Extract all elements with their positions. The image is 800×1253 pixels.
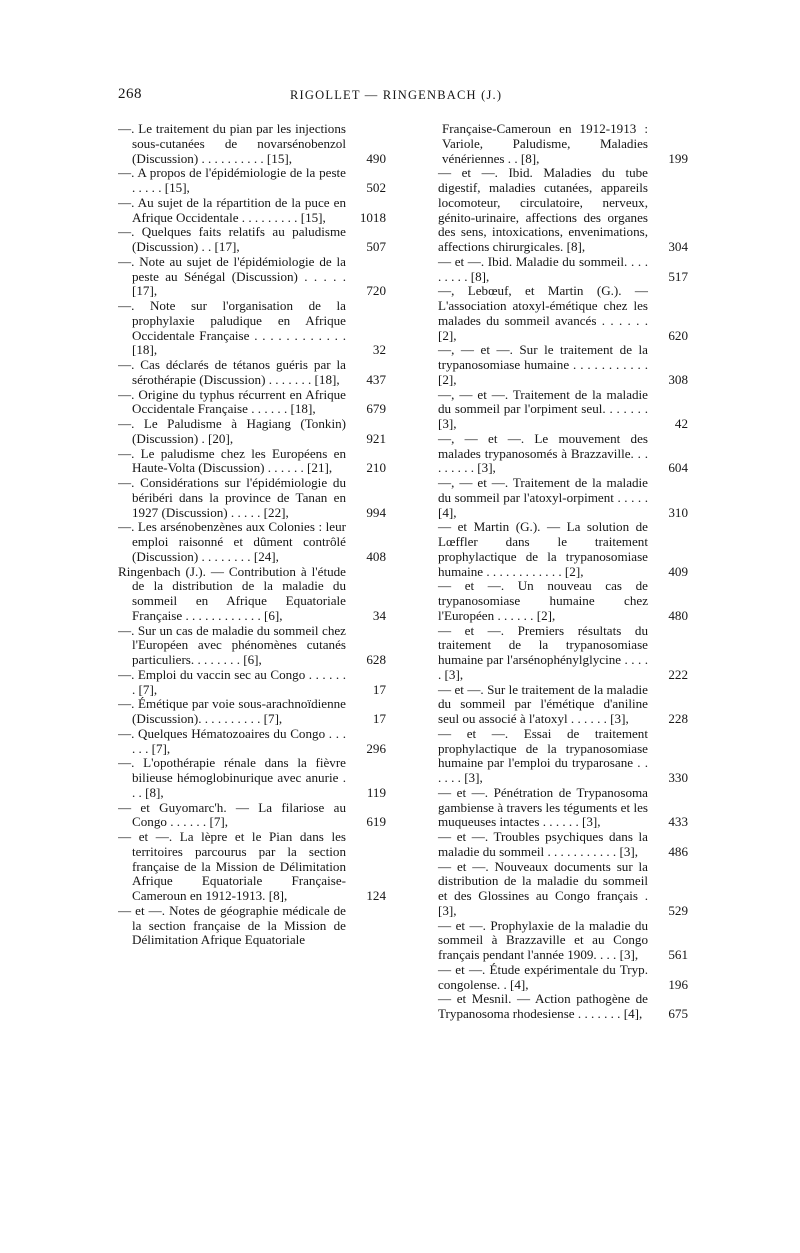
entry-text: —. Le paludisme chez les Européens en Haute-Volta (Discussion) . . . . . . [21], <box>118 445 346 476</box>
index-entry <box>422 786 688 830</box>
entry-text: —. Cas déclarés de tétanos guéris par la sérothérapie (Discussion) . . . . . . . [18], <box>118 357 346 387</box>
entry-page-number: 628 <box>366 652 386 667</box>
index-entry <box>422 388 688 432</box>
entry-page-number: 517 <box>668 268 688 284</box>
index-entry <box>422 963 688 993</box>
index-entry <box>118 801 386 831</box>
entry-page-number: 304 <box>668 239 688 254</box>
entry-page-number: 490 <box>366 150 386 166</box>
entry-page-number: 296 <box>366 740 386 756</box>
entry-page-number: 308 <box>668 371 688 387</box>
entry-text: —. Les arsénobenzènes aux Colonies : leur emploi raisonné et dûment contrôlé (Discussion) . . . . . . . . [24], <box>118 519 346 564</box>
entry-text: —. Émétique par voie sous-arachnoïdienne (Discussion). . . . . . . . . . [7], <box>118 696 346 726</box>
index-entry <box>118 255 386 299</box>
entry-text: —. Quelques Hématozoaires du Congo . . . . . . [7], <box>118 725 346 756</box>
entry-page-number: 921 <box>366 430 386 446</box>
entry-page-number: 222 <box>668 666 688 682</box>
index-entry <box>118 299 386 358</box>
index-entry <box>422 683 688 727</box>
entry-page-number: 437 <box>366 371 386 387</box>
entry-text: —, — et —. Traitement de la maladie du sommeil par l'atoxyl-orpiment . . . . . [4], <box>438 475 648 520</box>
index-entry <box>118 668 386 698</box>
entry-page-number: 310 <box>668 504 688 520</box>
entry-page-number: 675 <box>668 1006 688 1021</box>
entry-text: —. L'opothérapie rénale dans la fièvre bilieuse hémoglobinurique avec anurie . . . [8], <box>118 755 346 800</box>
entry-page-number: 119 <box>366 784 386 800</box>
index-entry <box>422 624 688 683</box>
entry-page-number: 196 <box>668 976 688 992</box>
index-entry <box>118 756 386 800</box>
entry-text: — et Martin (G.). — La solution de Lœffler dans le traitement prophylactique de la trypanosomiase humaine . . . . . . . . . . . . [2], <box>438 519 648 579</box>
entry-page-number: 34 <box>372 607 386 623</box>
index-entry <box>118 830 386 904</box>
entry-page-number: 619 <box>366 814 386 830</box>
entry-text: — et —. Nouveaux documents sur la distribution de la maladie du sommeil et des Glossines au Congo français . [3], <box>438 858 648 918</box>
index-entry <box>118 166 386 196</box>
entry-text: — et —. Pénétration de Trypanosoma gambiense à travers les téguments et les muqueuses intactes . . . . . . [3], <box>438 784 648 830</box>
entry-text: —, — et —. Traitement de la maladie du sommeil par l'orpiment seul. . . . . . . [3], <box>438 386 648 431</box>
index-entry <box>118 225 386 255</box>
index-entry <box>118 476 386 520</box>
index-entry <box>118 122 386 166</box>
entry-text: — et —. Un nouveau cas de trypanosomiase humaine chez l'Européen . . . . . . [2], <box>438 578 648 623</box>
index-entry <box>422 919 688 963</box>
index-entry <box>422 830 688 860</box>
entry-text: — et Mesnil. — Action pathogène de Trypanosoma rhodesiense . . . . . . . [4], <box>438 991 648 1021</box>
entry-text: —. Le Paludisme à Hagiang (Tonkin) (Discussion) . [20], <box>118 416 346 446</box>
entry-text: — et —. La lèpre et le Pian dans les territoires parcourus par la section française de la Mission de Délimitation Afrique Equatoriale Française-Cameroun en 1912-1913. [8], <box>118 829 346 903</box>
entry-page-number: 486 <box>668 843 688 859</box>
index-entry <box>118 565 386 624</box>
entry-text: —. Note sur l'organisation de la prophylaxie paludique en Afrique Occidentale Française . . . . . . . . . . . . [18], <box>118 298 346 358</box>
entry-page-number: 994 <box>366 504 386 520</box>
entry-page-number: 720 <box>366 283 386 299</box>
entry-text: —. Le traitement du pian par les injections sous-cutanées de novarsénobenzol (Discussion) . . . . . . . . . . [15], <box>118 122 346 166</box>
right-column <box>422 122 688 1182</box>
running-title: RIGOLLET — RINGENBACH (J.) <box>290 88 503 102</box>
entry-text: — et —. Premiers résultats du traitement de la trypanosomiase humaine par l'arsénophénylglycine . . . . . [3], <box>438 622 648 682</box>
index-entry <box>118 196 386 226</box>
entry-text: — et —. Étude expérimentale du Tryp. congolense. . [4], <box>438 961 648 992</box>
index-entry <box>422 476 688 520</box>
entry-page-number: 480 <box>668 607 688 623</box>
index-entry <box>422 992 688 1022</box>
entry-page-number: 32 <box>372 342 386 358</box>
entry-text: — et —. Essai de traitement prophylactique de la trypanosomiase humaine par l'emploi du tryparosane . . . . . . [3], <box>438 725 648 785</box>
entry-text: — et —. Troubles psychiques dans la maladie du sommeil . . . . . . . . . . . [3], <box>438 829 648 859</box>
entry-text: —. A propos de l'épidémiologie de la peste . . . . . [15], <box>118 165 346 195</box>
index-entry <box>118 358 386 388</box>
index-entry <box>422 860 688 919</box>
entry-page-number: 408 <box>366 548 386 564</box>
entry-text: —. Origine du typhus récurrent en Afrique Occidentale Française . . . . . . [18], <box>118 386 346 417</box>
entry-text: Française-Cameroun en 1912-1913 : Variole, Paludisme, Maladies vénériennes . . [8], <box>442 122 648 166</box>
entry-page-number: 507 <box>366 239 386 254</box>
entry-text: —, — et —. Le mouvement des malades trypanosomés à Brazzaville. . . . . . . . . [3], <box>438 430 648 476</box>
entry-page-number: 42 <box>674 416 688 431</box>
index-entry <box>422 579 688 623</box>
index-entry <box>118 388 386 418</box>
entry-text: — et Guyomarc'h. — La filariose au Congo . . . . . . [7], <box>118 799 346 830</box>
entry-text: — et —. Prophylaxie de la maladie du sommeil à Brazzaville et au Congo français pendant l'année 1909. . . . [3], <box>438 917 648 962</box>
entry-page-number: 17 <box>372 681 386 697</box>
entry-page-number: 228 <box>668 711 688 726</box>
entry-text: —, Lebœuf, et Martin (G.). — L'association atoxyl-émétique chez les malades du sommeil avancés . . . . . . [2], <box>438 283 648 343</box>
page-header <box>0 86 800 106</box>
entry-page-number: 199 <box>668 150 688 166</box>
entry-text: — et —. Notes de géographie médicale de la section française de la Mission de Délimitation Afrique Equatoriale <box>118 902 346 948</box>
entry-page-number: 529 <box>668 902 688 918</box>
index-entry <box>118 904 386 948</box>
index-entry <box>118 727 386 757</box>
entry-page-number: 409 <box>668 563 688 579</box>
entry-text: — et —. Ibid. Maladies du tube digestif, maladies cutanées, appareils locomoteur, circulatoire, nerveux, génito-urinaire, affections des organes des sens, intoxications, envenimations, affections chirurgicales. [8], <box>438 165 648 254</box>
page-number: 268 <box>118 86 142 102</box>
index-entry <box>422 727 688 786</box>
left-column <box>118 122 386 1182</box>
entry-page-number: 124 <box>366 888 386 903</box>
entry-text: —. Au sujet de la répartition de la puce en Afrique Occidentale . . . . . . . . . [15], <box>118 194 346 225</box>
entry-page-number: 679 <box>366 401 386 417</box>
entry-text: —. Sur un cas de maladie du sommeil chez l'Européen avec phénomènes cutanés particuliers. . . . . . . . [6], <box>118 622 346 667</box>
index-entry <box>422 255 688 285</box>
entry-text: —. Emploi du vaccin sec au Congo . . . . . . . [7], <box>118 666 346 697</box>
entry-page-number: 561 <box>668 947 688 962</box>
entry-page-number: 604 <box>668 460 688 476</box>
entry-page-number: 17 <box>372 711 386 726</box>
entry-text: — et —. Sur le traitement de la maladie du sommeil par l'émétique d'aniline seul ou associé à l'atoxyl . . . . . . [3], <box>438 681 648 726</box>
index-entry <box>422 520 688 579</box>
index-entry <box>118 624 386 668</box>
index-entry <box>118 697 386 727</box>
index-entry <box>422 166 688 255</box>
entry-text: —. Note au sujet de l'épidémiologie de la peste au Sénégal (Discussion) . . . . . [17], <box>118 253 346 299</box>
entry-page-number: 433 <box>668 814 688 830</box>
index-entry <box>118 417 386 447</box>
entry-page-number: 330 <box>668 770 688 785</box>
entry-page-number: 1018 <box>359 209 386 225</box>
index-entry <box>422 122 688 166</box>
index-entry <box>422 284 688 343</box>
index-entry <box>422 343 688 387</box>
index-entry <box>118 447 386 477</box>
entry-page-number: 210 <box>366 460 386 476</box>
entry-page-number: 620 <box>668 327 688 343</box>
entry-page-number: 502 <box>366 180 386 195</box>
entry-text: —. Considérations sur l'épidémiologie du béribéri dans la province de Tanan en 1927 (Discussion) . . . . . [22], <box>118 475 346 520</box>
index-entry <box>422 432 688 476</box>
entry-text: —, — et —. Sur le traitement de la trypanosomiase humaine . . . . . . . . . . . [2], <box>438 342 648 387</box>
entry-text: —. Quelques faits relatifs au paludisme (Discussion) . . [17], <box>118 224 346 254</box>
entry-text: — et —. Ibid. Maladie du sommeil. . . . . . . . . [8], <box>438 253 648 284</box>
index-entry <box>118 520 386 564</box>
entry-text: Ringenbach (J.). — Contribution à l'étude de la distribution de la maladie du sommeil en Afrique Equatoriale Française . . . . . . . . . . . . [6], <box>118 563 346 623</box>
